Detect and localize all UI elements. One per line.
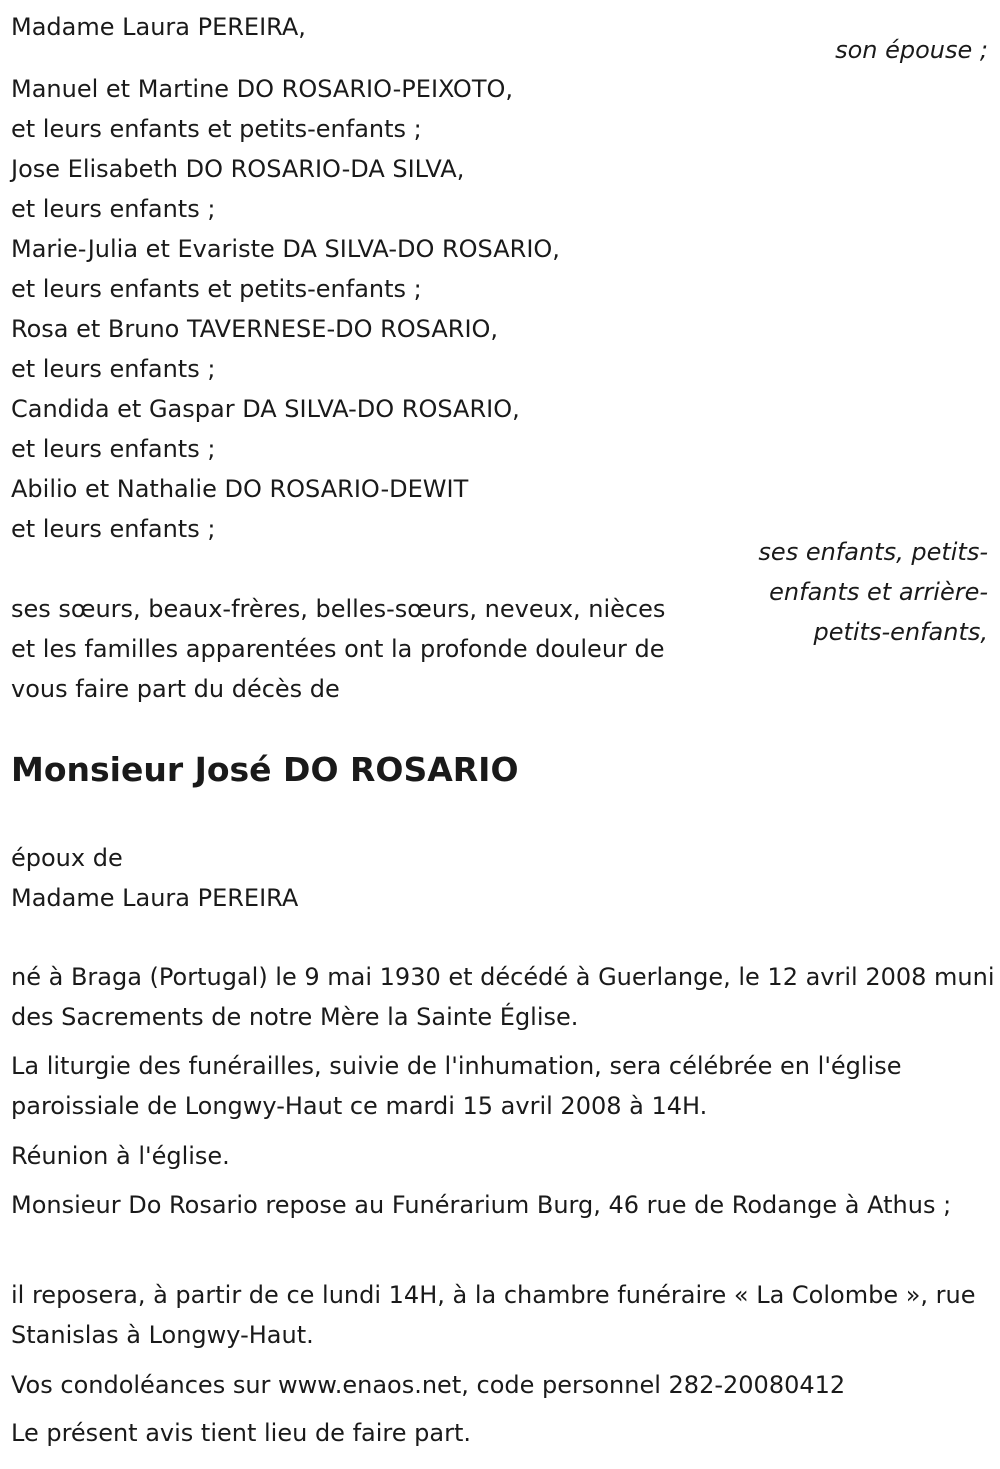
- announcement-line: vous faire part du décès de: [11, 675, 340, 703]
- condolences-paragraph: Vos condoléances sur www.enaos.net, code personnel 282-20080412: [11, 1371, 846, 1399]
- chapel-paragraph: il reposera, à partir de ce lundi 14H, à la chambre funéraire « La Colombe », rue Stanislas à Longwy-Haut.: [11, 1281, 976, 1349]
- spouse-of-label: époux de: [11, 844, 123, 872]
- family-line: Candida et Gaspar DA SILVA-DO ROSARIO,: [11, 395, 520, 423]
- rest-place-paragraph: Monsieur Do Rosario repose au Funérarium Burg, 46 rue de Rodange à Athus ;: [11, 1191, 952, 1219]
- notice-paragraph: Le présent avis tient lieu de faire part.: [11, 1419, 471, 1447]
- family-line: et leurs enfants ;: [11, 195, 216, 223]
- children-role-line: ses enfants, petits-: [758, 538, 988, 566]
- children-role-line: petits-enfants,: [813, 618, 988, 646]
- birth-death-paragraph: né à Braga (Portugal) le 9 mai 1930 et décédé à Guerlange, le 12 avril 2008 muni des Sacrements de notre Mère la Sainte Église.: [11, 963, 995, 1031]
- children-role-line: enfants et arrière-: [769, 578, 988, 606]
- spouse-line: Madame Laura PEREIRA,: [11, 13, 306, 41]
- spouse-of-name: Madame Laura PEREIRA: [11, 884, 299, 912]
- family-line: et leurs enfants et petits-enfants ;: [11, 275, 422, 303]
- deceased-name: Monsieur José DO ROSARIO: [11, 750, 519, 789]
- family-line: Manuel et Martine DO ROSARIO-PEIXOTO,: [11, 75, 513, 103]
- family-line: et leurs enfants et petits-enfants ;: [11, 115, 422, 143]
- meeting-paragraph: Réunion à l'église.: [11, 1142, 230, 1170]
- family-line: Marie-Julia et Evariste DA SILVA-DO ROSARIO,: [11, 235, 560, 263]
- family-line: Jose Elisabeth DO ROSARIO-DA SILVA,: [11, 155, 465, 183]
- announcement-line: ses sœurs, beaux-frères, belles-sœurs, neveux, nièces: [11, 595, 666, 623]
- announcement-line: et les familles apparentées ont la profonde douleur de: [11, 635, 665, 663]
- family-line: et leurs enfants ;: [11, 435, 216, 463]
- family-line: Abilio et Nathalie DO ROSARIO-DEWIT: [11, 475, 469, 503]
- spouse-role: son épouse ;: [835, 36, 988, 64]
- family-line: et leurs enfants ;: [11, 515, 216, 543]
- family-line: et leurs enfants ;: [11, 355, 216, 383]
- funeral-paragraph: La liturgie des funérailles, suivie de l'inhumation, sera célébrée en l'église paroissiale de Longwy-Haut ce mardi 15 avril 2008 à 14H.: [11, 1052, 902, 1120]
- family-line: Rosa et Bruno TAVERNESE-DO ROSARIO,: [11, 315, 499, 343]
